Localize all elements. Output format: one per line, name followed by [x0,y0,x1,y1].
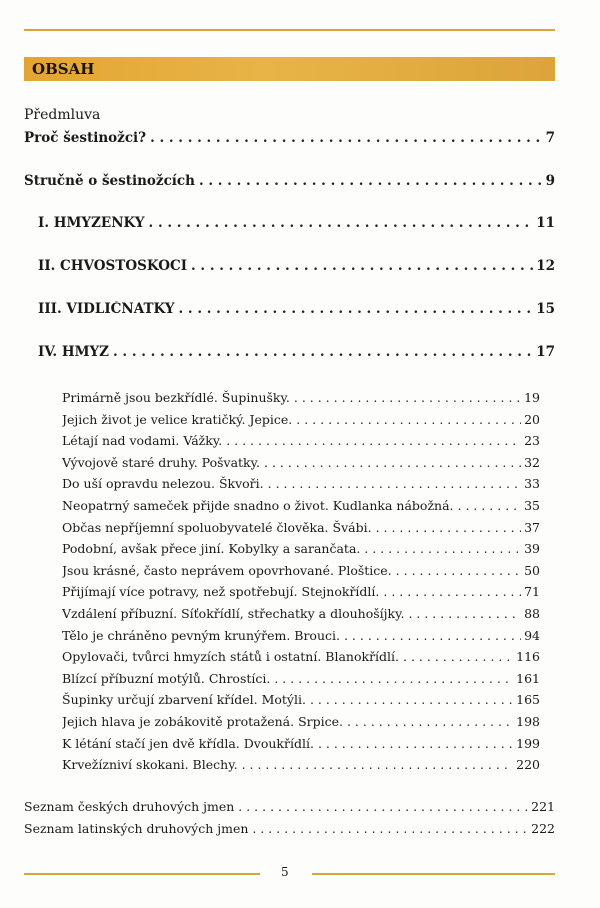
entry-label: Opylovači, tvůrci hmyzích států i ostatní. Blanokřídlí. [62,649,400,665]
footer-rule-right [312,873,555,875]
dot-leader [344,628,521,643]
entry-page: 9 [545,173,555,189]
toc-sub-entry [62,433,540,448]
dot-leader [364,541,521,556]
toc-main-entry [38,344,555,360]
entry-label: Přijímají více potravy, než spotřebují. Stejnokřídlí. [62,584,380,600]
toc-index-entry [24,799,555,814]
dot-leader [376,520,522,535]
footer-rule-left [24,873,260,875]
entry-label: Proč šestinožci? [24,130,147,146]
entry-page: 15 [536,301,555,317]
entry-label: Blízcí příbuzní motýlů. Chrostíci. [62,670,271,686]
toc-sub-entry [62,628,540,643]
entry-page: 220 [516,757,540,773]
toc-sub-entry [62,649,540,664]
dot-leader [149,215,534,231]
dot-leader [252,821,528,836]
dot-leader [150,130,543,146]
entry-label: Do uší opravdu nelezou. Škvoři. [62,476,264,492]
dot-leader [113,344,533,360]
toc-main-entry [24,173,555,189]
entry-page: 32 [524,454,540,470]
dot-leader [294,390,521,405]
entry-page: 39 [524,541,540,557]
dot-leader [318,736,513,751]
entry-label: Šupinky určují zbarvení křídel. Motýli. [62,692,306,708]
entry-page: 88 [524,606,540,621]
entry-page: 20 [524,411,540,427]
toc-main-entry [38,301,555,317]
entry-label: Krvežízniví skokani. Blechy. [62,757,238,773]
entry-label: Občas nepříjemní spoluobyvatelé člověka. Švábi. [62,519,372,535]
dot-leader [310,692,513,707]
toc-sub-entry [62,692,540,707]
toc-main-entry [38,258,555,274]
top-rule [24,29,555,31]
entry-page: 198 [516,714,540,729]
page-title: OBSAH [32,60,95,78]
toc-main-entry [24,130,555,146]
toc-sub-entry [62,714,540,729]
toc-sub-entry [62,541,540,556]
toc-sub-entry [62,476,540,491]
entry-label: Stručně o šestinožcích [24,173,195,189]
dot-leader [199,173,543,189]
entry-page: 199 [516,735,540,751]
entry-page: 19 [524,390,540,405]
toc-main-entry [38,215,555,231]
dot-leader [191,258,533,274]
page-number: 5 [281,865,289,879]
entry-label: K létání stačí jen dvě křídla. Dvoukřídlí. [62,735,314,751]
entry-label: Jejich hlava je zobákovitě protažená. Srpice. [62,714,343,729]
entry-page: 33 [524,476,540,492]
entry-label: Vývojově staré druhy. Pošvatky. [62,454,260,470]
toc-sub-entry [62,455,540,470]
dot-leader [268,476,521,491]
entry-page: 165 [516,692,540,708]
dot-leader [238,799,528,814]
entry-label: II. CHVOSTOSKOCI [38,258,188,274]
dot-leader [226,433,521,448]
dot-leader [347,714,513,729]
entry-page: 37 [524,519,540,535]
dot-leader [383,584,521,599]
toc-sub-entry [62,520,540,535]
dot-leader [296,412,521,427]
entry-page: 161 [516,670,540,686]
entry-label: Vzdálení příbuzní. Síťokřídlí, střechatky a dlouhošíjky. [62,606,405,621]
entry-page: 7 [545,130,555,146]
entry-label: IV. HMYZ [38,344,110,360]
toc-sub-entry [62,412,540,427]
dot-leader [408,606,521,621]
entry-page: 71 [524,584,540,600]
dot-leader [242,757,514,772]
toc-index-entry [24,821,555,836]
entry-label: Jsou krásné, často neprávem opovrhované. Ploštice. [62,562,392,578]
entry-label: Neopatrný sameček přijde snadno o život. Kudlanka nábožná. [62,498,454,513]
dot-leader [458,498,522,513]
dot-leader [403,649,513,664]
toc-sub-entry [62,563,540,578]
entry-label: Seznam českých druhových jmen [24,799,235,814]
entry-page: 12 [536,258,555,274]
toc-sub-entry [62,390,540,405]
entry-label: Seznam latinských druhových jmen [24,821,249,836]
toc-sub-entry [62,736,540,751]
entry-label: Jejich život je velice kratičký. Jepice. [62,411,293,427]
entry-label: Tělo je chráněno pevným krunýřem. Brouci. [62,627,340,643]
entry-page: 35 [524,498,540,513]
dot-leader [396,563,521,578]
entry-page: 23 [524,433,540,449]
entry-label: Létají nad vodami. Vážky. [62,433,223,449]
entry-page: 11 [536,215,555,231]
entry-label: Podobní, avšak přece jiní. Kobylky a sarančata. [62,541,361,557]
dot-leader [264,455,521,470]
toc-sub-entry [62,498,540,513]
entry-page: 17 [536,344,555,360]
entry-page: 116 [516,649,540,665]
entry-page: 50 [524,562,540,578]
contents-banner [24,57,555,81]
entry-page: 222 [531,821,555,836]
entry-label: I. HMYZENKY [38,215,145,231]
toc-sub-entry [62,671,540,686]
entry-page: 221 [531,799,555,814]
toc-sub-entry [62,757,540,772]
entry-label: Primárně jsou bezkřídlé. Šupinušky. [62,390,290,405]
toc-sub-entry [62,584,540,599]
dot-leader [179,301,534,317]
dot-leader [274,671,513,686]
entry-page: 94 [524,627,540,643]
toc-sub-entry [62,606,540,621]
entry-label: III. VIDLIČNATKY [38,301,175,317]
preface-entry: Předmluva [24,107,101,123]
